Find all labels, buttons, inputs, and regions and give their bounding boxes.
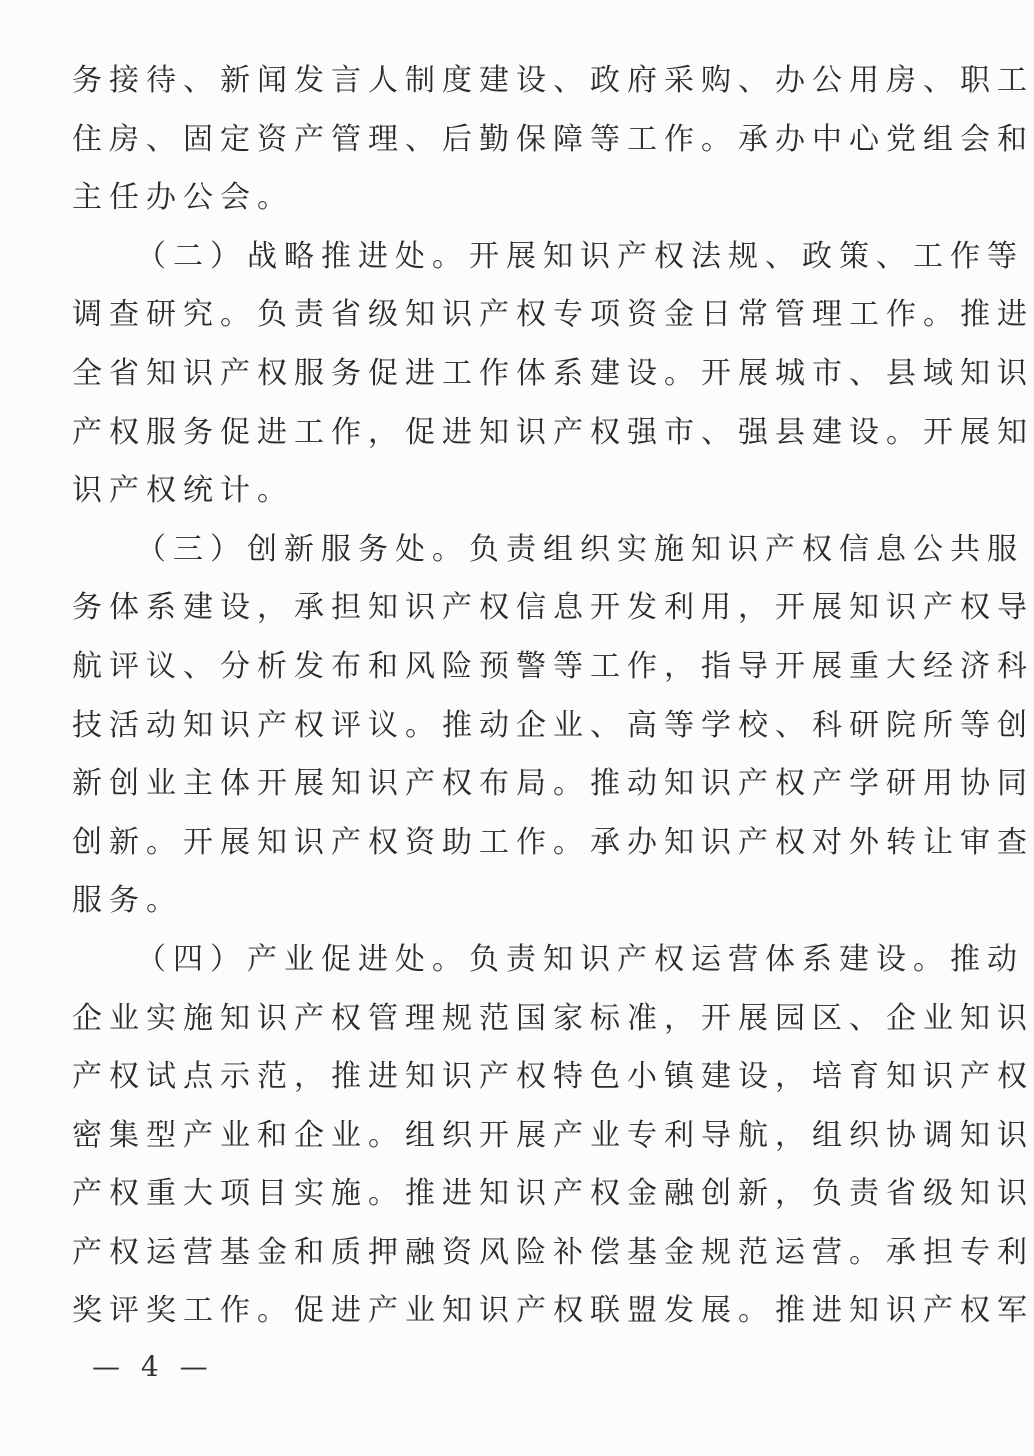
section-heading-line: （四）产业促进处。负责知识产权运营体系建设。推动 [136, 941, 1024, 977]
text-line: 产权服务促进工作，促进知识产权强市、强县建设。开展知 [72, 414, 1034, 450]
text-line: 识产权统计。 [72, 473, 294, 509]
text-line: 企业实施知识产权管理规范国家标准，开展园区、企业知识 [72, 1000, 1034, 1036]
text-line: 航评议、分析发布和风险预警等工作，指导开展重大经济科 [72, 648, 1034, 684]
text-line: 奖评奖工作。促进产业知识产权联盟发展。推进知识产权军 [72, 1293, 1034, 1329]
text-line: 主任办公会。 [72, 180, 294, 216]
text-line: 调查研究。负责省级知识产权专项资金日常管理工作。推进 [72, 297, 1034, 333]
text-line: 创新。开展知识产权资助工作。承办知识产权对外转让审查 [72, 824, 1034, 860]
text-line: 技活动知识产权评议。推动企业、高等学校、科研院所等创 [72, 707, 1034, 743]
text-line: 产权重大项目实施。推进知识产权金融创新，负责省级知识 [72, 1176, 1034, 1212]
text-line: 产权试点示范，推进知识产权特色小镇建设，培育知识产权 [72, 1059, 1034, 1095]
text-line: 住房、固定资产管理、后勤保障等工作。承办中心党组会和 [72, 121, 1034, 157]
text-line: 服务。 [72, 883, 183, 919]
text-line: 产权运营基金和质押融资风险补偿基金规范运营。承担专利 [72, 1234, 1034, 1270]
text-line: 新创业主体开展知识产权布局。推动知识产权产学研用协同 [72, 766, 1034, 802]
page-number: — 4 — [92, 1350, 214, 1383]
section-heading-line: （三）创新服务处。负责组织实施知识产权信息公共服 [136, 531, 1024, 567]
text-line: 务体系建设，承担知识产权信息开发利用，开展知识产权导 [72, 590, 1034, 626]
text-line: 密集型产业和企业。组织开展产业专利导航，组织协调知识 [72, 1117, 1034, 1153]
text-line: 全省知识产权服务促进工作体系建设。开展城市、县域知识 [72, 355, 1034, 391]
section-heading-line: （二）战略推进处。开展知识产权法规、政策、工作等 [136, 238, 1024, 274]
document-body [72, 52, 1034, 1341]
text-line: 务接待、新闻发言人制度建设、政府采购、办公用房、职工 [72, 63, 1034, 98]
